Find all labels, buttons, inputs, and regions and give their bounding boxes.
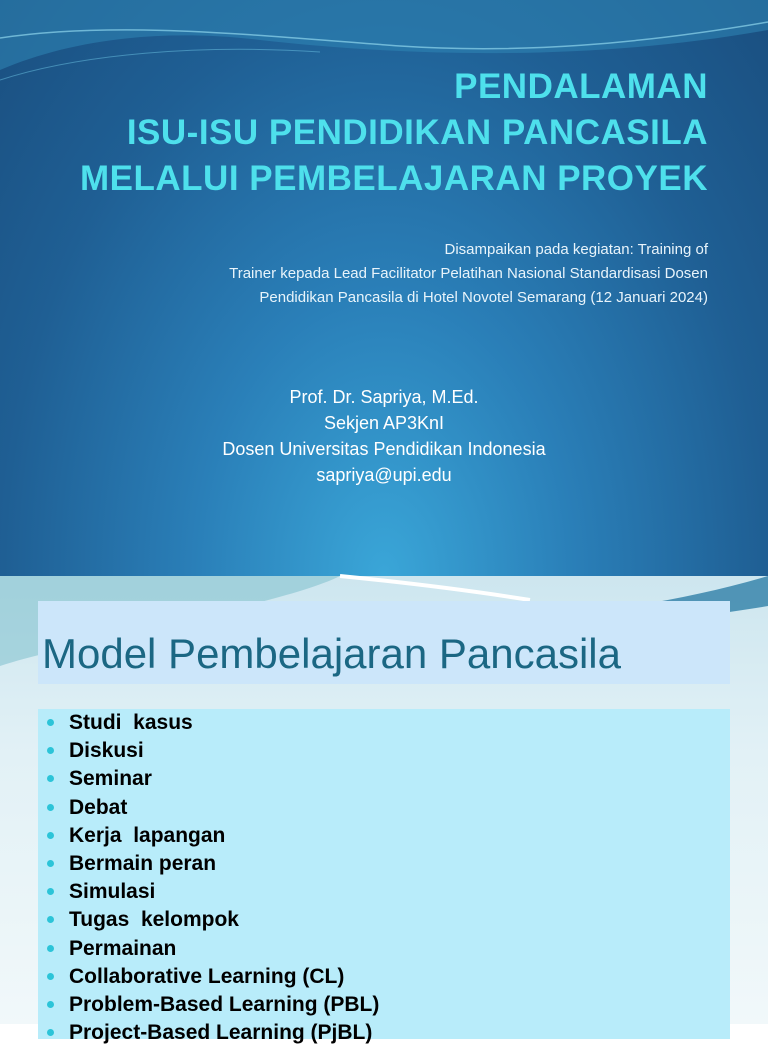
bullet-icon bbox=[47, 719, 54, 726]
event-description bbox=[229, 238, 708, 310]
bullet-icon bbox=[47, 1029, 54, 1036]
bullet-icon bbox=[47, 775, 54, 782]
bullet-icon bbox=[47, 945, 54, 952]
list-item: Diskusi bbox=[47, 737, 379, 765]
list-item: Bermain peran bbox=[47, 850, 379, 878]
author-email: sapriya@upi.edu bbox=[316, 465, 452, 485]
content-slide bbox=[0, 576, 768, 1045]
list-item: Tugas kelompok bbox=[47, 906, 379, 934]
slide-title-box bbox=[38, 601, 730, 684]
title-line-3: MELALUI PEMBELAJARAN PROYEK bbox=[80, 159, 708, 198]
bullet-icon bbox=[47, 804, 54, 811]
list-item: Simulasi bbox=[47, 878, 379, 906]
author-institution: Dosen Universitas Pendidikan Indonesia bbox=[222, 439, 546, 459]
author-position: Sekjen AP3KnI bbox=[323, 413, 445, 433]
slide-title: Model Pembelajaran Pancasila bbox=[42, 630, 621, 677]
bullet-icon bbox=[47, 860, 54, 867]
list-item: Project-Based Learning (PjBL) bbox=[47, 1019, 379, 1047]
bullet-icon bbox=[47, 1001, 54, 1008]
bullet-icon bbox=[47, 747, 54, 754]
list-item: Seminar bbox=[47, 765, 379, 793]
list-item: Debat bbox=[47, 794, 379, 822]
subtitle-line-1: Disampaikan pada kegiatan: Training of bbox=[444, 241, 708, 258]
list-item: Collaborative Learning (CL) bbox=[47, 963, 379, 991]
title-line-1: PENDALAMAN bbox=[454, 67, 708, 106]
title-line-2: ISU-ISU PENDIDIKAN PANCASILA bbox=[126, 113, 708, 152]
list-item: Kerja lapangan bbox=[47, 822, 379, 850]
presentation-title bbox=[80, 64, 708, 202]
bullet-icon bbox=[47, 973, 54, 980]
bullet-icon bbox=[47, 888, 54, 895]
author-block bbox=[0, 384, 768, 488]
subtitle-line-3: Pendidikan Pancasila di Hotel Novotel Semarang (12 Januari 2024) bbox=[259, 289, 708, 306]
subtitle-line-2: Trainer kepada Lead Facilitator Pelatihan Nasional Standardisasi Dosen bbox=[229, 265, 708, 282]
list-item: Permainan bbox=[47, 935, 379, 963]
list-item: Studi kasus bbox=[47, 709, 379, 737]
bullet-icon bbox=[47, 916, 54, 923]
list-item: Problem-Based Learning (PBL) bbox=[47, 991, 379, 1019]
learning-models-list bbox=[38, 709, 730, 1045]
bullet-icon bbox=[47, 832, 54, 839]
author-name: Prof. Dr. Sapriya, M.Ed. bbox=[289, 387, 479, 407]
